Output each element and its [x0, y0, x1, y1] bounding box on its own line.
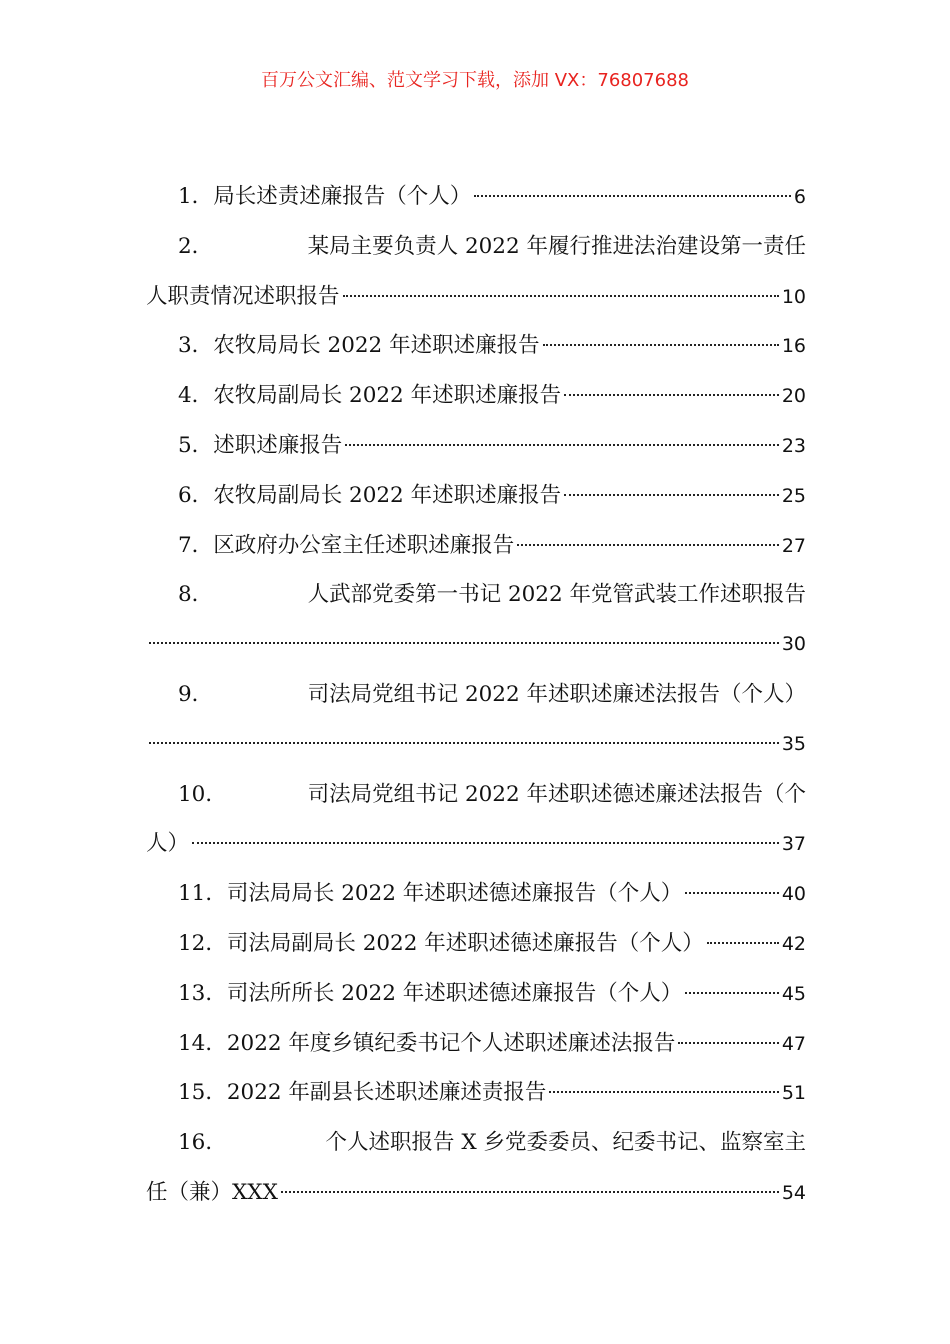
- toc-dot-leader: [517, 544, 779, 546]
- toc-entry-title: 司法局副局长 2022 年述职述德述廉报告（个人）: [226, 930, 704, 956]
- toc-entry-title: 人职责情况述职报告: [146, 283, 340, 309]
- toc-dot-leader: [474, 195, 791, 197]
- toc-page-number: 37: [781, 833, 806, 856]
- toc-page-number: 27: [781, 534, 806, 557]
- toc-dot-leader: [685, 892, 779, 894]
- table-of-contents: [146, 172, 806, 1218]
- toc-dot-leader: [564, 494, 779, 496]
- toc-page-number: 23: [781, 434, 806, 457]
- toc-entry-title: 农牧局副局长 2022 年述职述廉报告: [213, 383, 562, 409]
- toc-entry-9-line-1[interactable]: [146, 670, 806, 720]
- toc-entry-7-line-1[interactable]: [146, 521, 806, 571]
- toc-entry-number: 6．: [178, 482, 214, 508]
- toc-entry-title: 司法局党组书记 2022 年述职述德述廉述法报告（个: [307, 781, 806, 807]
- toc-dot-leader: [149, 742, 779, 744]
- toc-entry-number: 14．: [178, 1030, 227, 1056]
- toc-dot-leader: [549, 1091, 778, 1093]
- toc-entry-title: 人武部党委第一书记 2022 年党管武装工作述职报告: [307, 582, 806, 608]
- toc-entry-16-line-1[interactable]: [146, 1118, 806, 1168]
- toc-dot-leader: [685, 992, 779, 994]
- toc-dot-leader: [149, 642, 779, 644]
- toc-entry-11-line-1[interactable]: [146, 869, 806, 919]
- toc-entry-2-line-1[interactable]: [146, 222, 806, 272]
- toc-page-number: 6: [793, 186, 806, 208]
- toc-entry-13-line-1[interactable]: [146, 969, 806, 1019]
- toc-page-number: 45: [781, 982, 806, 1005]
- toc-entry-title: 司法局局长 2022 年述职述德述廉报告（个人）: [226, 881, 683, 907]
- toc-entry-number: 5．: [178, 432, 214, 458]
- toc-entry-5-line-1[interactable]: [146, 421, 806, 471]
- toc-dot-leader: [707, 942, 779, 944]
- toc-entry-2-line-2[interactable]: [146, 272, 806, 322]
- toc-entry-8-line-1[interactable]: [146, 570, 806, 620]
- toc-entry-title: 农牧局副局长 2022 年述职述廉报告: [213, 482, 562, 508]
- toc-page-number: 35: [781, 732, 806, 755]
- toc-entry-number: 12．: [178, 930, 227, 956]
- toc-page-number: 25: [781, 484, 806, 507]
- toc-entry-title: 人）: [146, 831, 190, 857]
- toc-entry-title: 个人述职报告 X 乡党委委员、纪委书记、监察室主: [325, 1130, 806, 1156]
- toc-entry-title: 2022 年副县长述职述廉述责报告: [226, 1080, 547, 1106]
- toc-page-number: 47: [781, 1032, 806, 1055]
- toc-dot-leader: [281, 1191, 779, 1193]
- toc-entry-9-line-2[interactable]: [146, 720, 806, 770]
- toc-entry-14-line-1[interactable]: [146, 1019, 806, 1069]
- toc-entry-number: 15．: [178, 1080, 227, 1106]
- toc-page-number: 20: [781, 385, 806, 408]
- toc-entry-title: 述职述廉报告: [213, 432, 343, 458]
- toc-entry-title: 任（兼）XXX: [146, 1179, 278, 1205]
- toc-entry-16-line-2[interactable]: [146, 1168, 806, 1218]
- toc-entry-number: 7．: [178, 532, 214, 558]
- toc-dot-leader: [564, 394, 779, 396]
- toc-entry-6-line-1[interactable]: [146, 471, 806, 521]
- toc-entry-10-line-1[interactable]: [146, 770, 806, 820]
- toc-entry-number: 11．: [178, 881, 227, 907]
- toc-page-number: 10: [781, 285, 806, 308]
- toc-page-number: 42: [781, 932, 806, 955]
- toc-entry-10-line-2[interactable]: [146, 819, 806, 869]
- toc-entry-number: 16．: [178, 1130, 227, 1156]
- toc-entry-number: 4．: [178, 383, 214, 409]
- toc-entry-title: 某局主要负责人 2022 年履行推进法治建设第一责任: [307, 233, 806, 259]
- toc-entry-number: 9．: [178, 681, 214, 707]
- toc-dot-leader: [543, 344, 779, 346]
- toc-entry-number: 2．: [178, 233, 214, 259]
- toc-page-number: 40: [781, 883, 806, 906]
- toc-page-number: 51: [781, 1082, 806, 1105]
- toc-entry-number: 3．: [178, 333, 214, 359]
- toc-dot-leader: [192, 842, 779, 844]
- toc-dot-leader: [678, 1042, 778, 1044]
- toc-entry-title: 司法局党组书记 2022 年述职述廉述法报告（个人）: [307, 681, 806, 707]
- toc-entry-title: 2022 年度乡镇纪委书记个人述职述廉述法报告: [226, 1030, 676, 1056]
- toc-entry-3-line-1[interactable]: [146, 321, 806, 371]
- toc-entry-15-line-1[interactable]: [146, 1068, 806, 1118]
- toc-entry-title: 局长述责述廉报告（个人）: [213, 184, 472, 209]
- toc-entry-1-line-1[interactable]: [146, 172, 806, 222]
- toc-dot-leader: [345, 444, 779, 446]
- toc-entry-number: 1．: [178, 184, 214, 209]
- toc-entry-number: 13．: [178, 980, 227, 1006]
- toc-entry-number: 8．: [178, 582, 214, 608]
- toc-page-number: 54: [781, 1181, 806, 1204]
- toc-entry-title: 区政府办公室主任述职述廉报告: [213, 532, 515, 558]
- toc-entry-number: 10．: [178, 781, 227, 807]
- toc-entry-title: 农牧局局长 2022 年述职述廉报告: [213, 333, 540, 359]
- toc-page-number: 30: [781, 633, 806, 656]
- toc-entry-title: 司法所所长 2022 年述职述德述廉报告（个人）: [226, 980, 683, 1006]
- toc-entry-8-line-2[interactable]: [146, 620, 806, 670]
- page-header-watermark: 百万公文汇编、范文学习下载，添加 VX：76807688: [261, 70, 689, 91]
- toc-page-number: 16: [781, 335, 806, 358]
- toc-entry-12-line-1[interactable]: [146, 919, 806, 969]
- toc-dot-leader: [343, 295, 779, 297]
- toc-entry-4-line-1[interactable]: [146, 371, 806, 421]
